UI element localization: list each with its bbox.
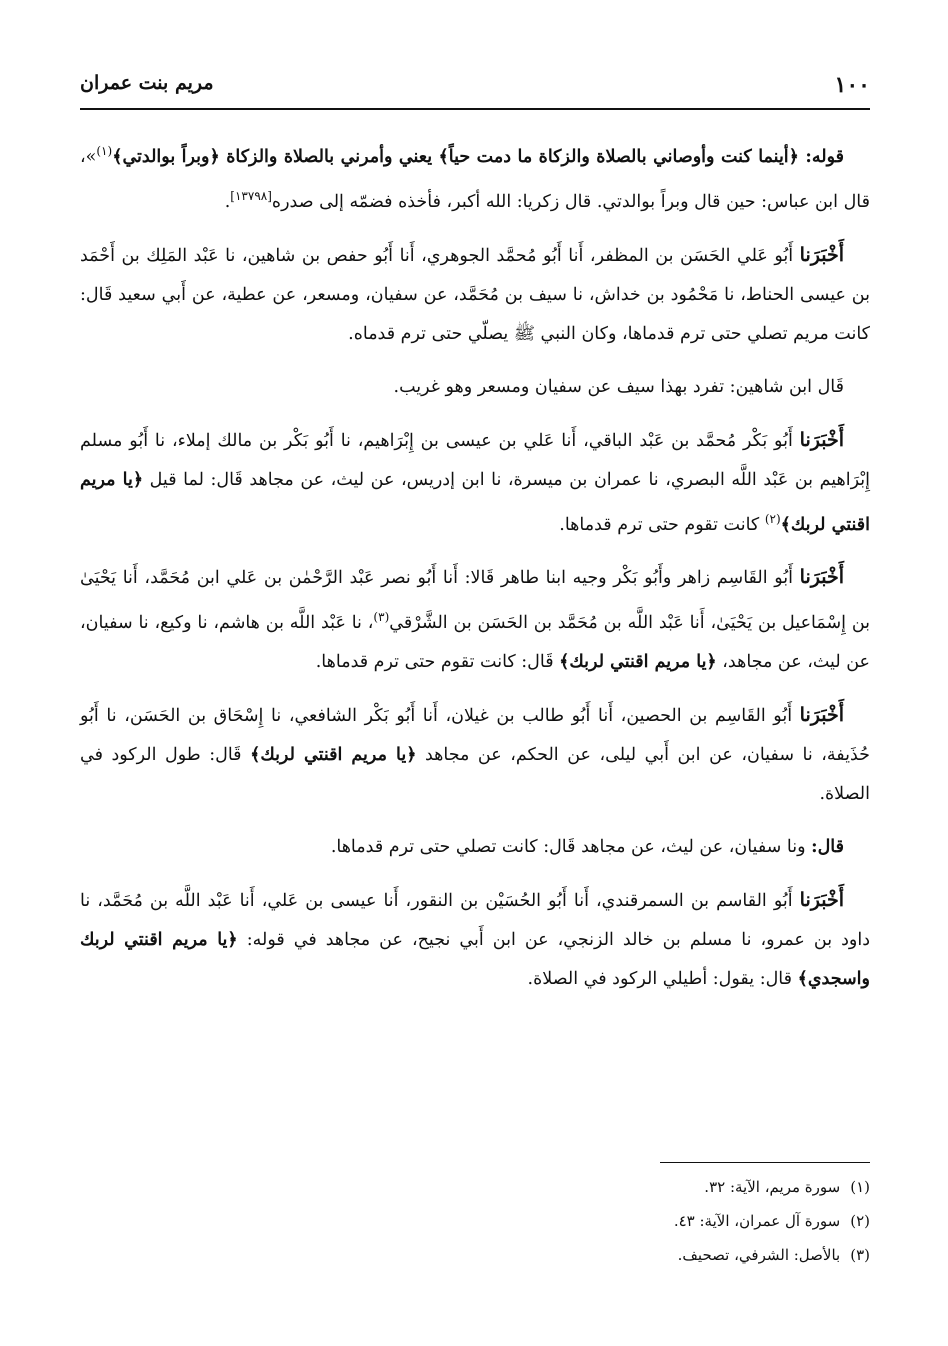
quran-quote: قوله:: [798, 146, 844, 167]
footnote-reference: (٢): [764, 511, 781, 526]
footnote-number: (١): [850, 1178, 870, 1196]
paragraph-lead: أَخْبَرَنا: [799, 704, 844, 727]
paragraph-text: أَبُو بَكْر مُحمَّد بن عَبْد الباقي، أَنا عَلي بن عيسى بن إِبْرَاهيم، نا أَبُو بَكْر بن مالك إملاء، نا أَبُو مسلم إِبْرَاهيم بن عَبْد اللَّه البصري، نا عمران بن ميسرة، نا ابن إدريس، عن ليث، عن مجاهد قَال: لما قيل: [80, 430, 870, 490]
page-header: [80, 60, 870, 110]
footnote-number: (٣): [850, 1246, 870, 1264]
paragraph-text: قَال: كانت تقوم حتى ترم قدماها.: [315, 652, 560, 673]
quran-quote: ﴿يا مريم اقنتي لربك﴾: [559, 652, 717, 673]
quran-quote: قال:: [811, 837, 844, 858]
quran-quote: ﴿أينما كنت وأوصاني بالصلاة والزكاة ما دمت حياً﴾ يعني وأمرني بالصلاة والزكاة ﴿وبراً بوالدتي﴾: [112, 146, 799, 167]
quran-quote: ﴿يا مريم اقنتي لربك﴾: [80, 469, 870, 535]
paragraph: [80, 368, 870, 407]
quran-quote: ﴿يا مريم اقنتي لربك واسجدي﴾: [80, 930, 870, 990]
page-number: ١٠٠: [834, 72, 870, 98]
quran-quote: ﴿يا مريم اقنتي لربك﴾: [250, 745, 417, 766]
paragraph-lead: أَخْبَرَنا: [799, 566, 844, 589]
paragraph: [80, 132, 870, 222]
footnote-number: (٢): [850, 1212, 870, 1230]
paragraph-lead: أَخْبَرَنا: [799, 428, 844, 451]
footnote: [80, 1204, 870, 1238]
paragraph-text: .: [224, 191, 231, 212]
paragraph: [80, 236, 870, 354]
footnote-reference: (١): [96, 144, 113, 158]
paragraph-text: أَبُو عَلي الحَسَن بن المظفر، أَنا أَبُو مُحمَّد الجوهري، أَنا أَبُو حفص بن شاهين، نا عَبْد المَلِك بن أَحْمَد بن عيسى الحناط، نا مَحْمُود بن خداش، نا سيف بن مُحَمَّد، عن سفيان، ومسعر، عن عطية، عن أَبي سعيد قَال: كانت مريم تصلي حتى ترم قدماها، وكان النبي ﷺ يصلّي حتى ترم قدماه.: [80, 245, 870, 344]
running-title: مريم بنت عمران: [80, 72, 214, 94]
paragraph-text: ونا سفيان، عن ليث، عن مجاهد قَال: كانت تصلي حتى ترم قدماها.: [330, 837, 812, 858]
paragraph: [80, 696, 870, 814]
footnote-text: بالأصل: الشرفي، تصحيف.: [677, 1246, 841, 1264]
paragraph-text: أَبُو القَاسِم بن الحصين، أَنا أَبُو طالب بن غيلان، أَنا أَبُو بَكْر الشافعي، نا إِسْحَاق بن الحَسَن، نا أَبُو حُذَيفة، نا سفيان، عن ابن أَبي ليلى، عن الحكم، عن مجاهد: [80, 706, 870, 766]
footnote-reference: [١٣٧٩٨]: [230, 188, 272, 203]
paragraph-lead: أَخْبَرَنا: [799, 889, 844, 912]
page-body: [80, 132, 870, 1013]
paragraph-text: ، نا عَبْد اللَّه بن هاشم، نا وكيع، نا سفيان، عن ليث، عن مجاهد،: [80, 613, 870, 673]
paragraph-text: كانت تقوم حتى ترم قدماها.: [559, 514, 765, 535]
footnote-text: سورة آل عمران، الآية: ٤٣.: [673, 1212, 841, 1230]
footnote-text: سورة مريم، الآية: ٣٢.: [704, 1178, 841, 1196]
footnote-reference: (٣): [373, 610, 390, 625]
paragraph-text: أَبُو القاسم بن السمرقندي، أَنا أَبُو الحُسَيْن بن النقور، أَنا عيسى بن عَلي، أَنا عَبْد اللَّه بن مُحَمَّد، نا داود بن عمرو، نا مسلم بن خالد الزنجي، عن ابن أَبي نجيح، عن مجاهد في قوله:: [80, 891, 870, 951]
paragraph: [80, 881, 870, 999]
paragraph-lead: أَخْبَرَنا: [799, 243, 844, 266]
footnote-divider: [660, 1162, 870, 1163]
paragraph-text: قَال: طول الركود في الصلاة.: [80, 745, 870, 805]
footnotes: [80, 1170, 870, 1272]
paragraph-text: أَبُو القَاسِم زاهر وأَبُو بَكْر وجيه ابنا طاهر قَالا: أَنا أَبُو نصر عَبْد الرَّحْمٰن بن عَلي ابن مُحَمَّد، أَنا يَحْيَىٰ بن إِسْمَاعيل بن يَحْيَىٰ، أَنا عَبْد اللَّه بن مُحَمَّد بن الحَسَن بن الشَّرْقي: [80, 568, 871, 634]
footnote: [80, 1238, 870, 1272]
paragraph: [80, 828, 870, 867]
paragraph: [80, 421, 870, 545]
paragraph-text: قال: يقول: أطيلي الركود في الصلاة.: [527, 969, 798, 990]
paragraph-text: »، قال ابن عباس: حين قال وبراً بوالدتي. قال زكريا: الله أكبر، فأخذه فضمّه إلى صدره: [80, 146, 870, 212]
paragraph-text: قَال ابن شاهين: تفرد بهذا سيف عن سفيان ومسعر وهو غريب.: [393, 376, 844, 397]
paragraph: [80, 558, 870, 682]
footnote: [80, 1170, 870, 1204]
